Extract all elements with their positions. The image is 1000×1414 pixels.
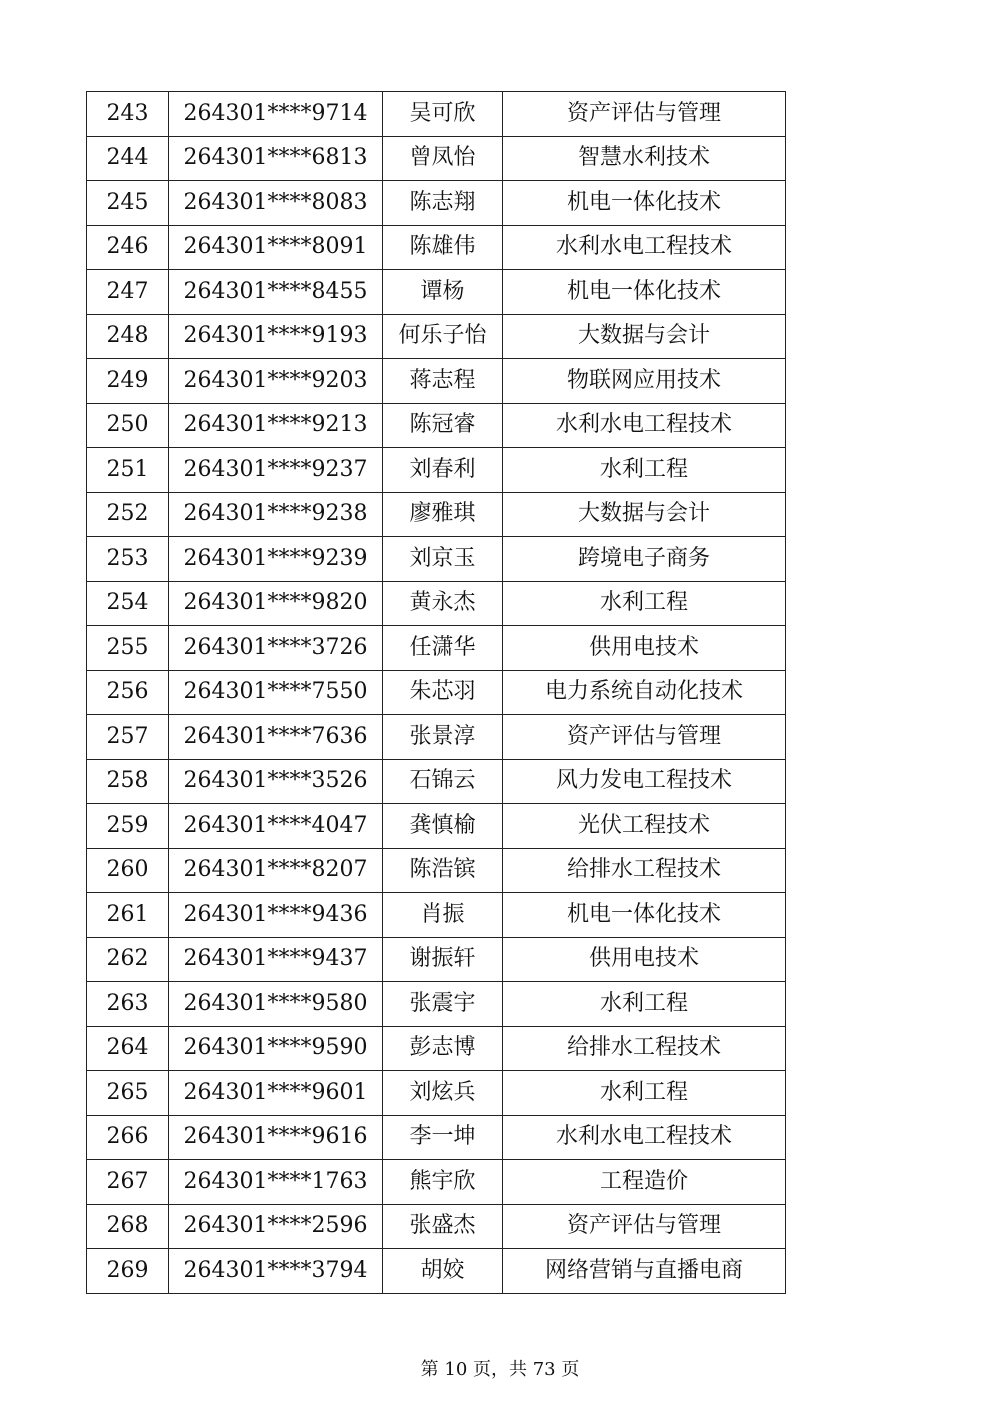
row-number: 260 — [87, 848, 169, 893]
row-number: 269 — [87, 1249, 169, 1294]
major: 水利工程 — [503, 581, 786, 626]
id-number: 264301****9203 — [169, 359, 383, 404]
table-row — [87, 1071, 786, 1116]
row-number: 265 — [87, 1071, 169, 1116]
row-number: 247 — [87, 270, 169, 315]
table-row — [87, 759, 786, 804]
student-table — [86, 91, 786, 1294]
student-name: 张震宇 — [383, 982, 503, 1027]
student-name: 陈雄伟 — [383, 225, 503, 270]
id-number: 264301****9239 — [169, 537, 383, 582]
row-number: 264 — [87, 1026, 169, 1071]
id-number: 264301****3794 — [169, 1249, 383, 1294]
row-number: 244 — [87, 136, 169, 181]
table-row — [87, 537, 786, 582]
id-number: 264301****3526 — [169, 759, 383, 804]
id-number: 264301****7550 — [169, 670, 383, 715]
table-row — [87, 181, 786, 226]
table-row — [87, 670, 786, 715]
row-number: 245 — [87, 181, 169, 226]
major: 资产评估与管理 — [503, 715, 786, 760]
student-name: 曾凤怡 — [383, 136, 503, 181]
table-row — [87, 492, 786, 537]
table-row — [87, 893, 786, 938]
major: 大数据与会计 — [503, 492, 786, 537]
student-name: 蒋志程 — [383, 359, 503, 404]
major: 水利水电工程技术 — [503, 225, 786, 270]
major: 供用电技术 — [503, 626, 786, 671]
major: 水利工程 — [503, 982, 786, 1027]
row-number: 253 — [87, 537, 169, 582]
table-row — [87, 937, 786, 982]
id-number: 264301****6813 — [169, 136, 383, 181]
row-number: 263 — [87, 982, 169, 1027]
id-number: 264301****9437 — [169, 937, 383, 982]
row-number: 261 — [87, 893, 169, 938]
id-number: 264301****8091 — [169, 225, 383, 270]
row-number: 259 — [87, 804, 169, 849]
id-number: 264301****7636 — [169, 715, 383, 760]
row-number: 243 — [87, 92, 169, 137]
row-number: 256 — [87, 670, 169, 715]
student-name: 黄永杰 — [383, 581, 503, 626]
table-row — [87, 1204, 786, 1249]
student-name: 陈冠睿 — [383, 403, 503, 448]
major: 网络营销与直播电商 — [503, 1249, 786, 1294]
major: 跨境电子商务 — [503, 537, 786, 582]
major: 物联网应用技术 — [503, 359, 786, 404]
major: 供用电技术 — [503, 937, 786, 982]
major: 水利水电工程技术 — [503, 1115, 786, 1160]
major: 机电一体化技术 — [503, 893, 786, 938]
table-row — [87, 359, 786, 404]
major: 水利水电工程技术 — [503, 403, 786, 448]
student-name: 谢振轩 — [383, 937, 503, 982]
major: 光伏工程技术 — [503, 804, 786, 849]
id-number: 264301****9193 — [169, 314, 383, 359]
row-number: 251 — [87, 448, 169, 493]
table-row — [87, 92, 786, 137]
student-name: 张盛杰 — [383, 1204, 503, 1249]
table-row — [87, 1026, 786, 1071]
table-row — [87, 626, 786, 671]
major: 工程造价 — [503, 1160, 786, 1205]
row-number: 255 — [87, 626, 169, 671]
major: 资产评估与管理 — [503, 1204, 786, 1249]
row-number: 249 — [87, 359, 169, 404]
row-number: 268 — [87, 1204, 169, 1249]
id-number: 264301****9436 — [169, 893, 383, 938]
row-number: 252 — [87, 492, 169, 537]
student-name: 刘炫兵 — [383, 1071, 503, 1116]
student-name: 龚慎榆 — [383, 804, 503, 849]
student-name: 胡姣 — [383, 1249, 503, 1294]
id-number: 264301****9616 — [169, 1115, 383, 1160]
id-number: 264301****9601 — [169, 1071, 383, 1116]
id-number: 264301****8455 — [169, 270, 383, 315]
major: 电力系统自动化技术 — [503, 670, 786, 715]
student-name: 彭志博 — [383, 1026, 503, 1071]
student-name: 肖振 — [383, 893, 503, 938]
page-number-footer: 第 10 页，共 73 页 — [420, 1359, 580, 1380]
table-row — [87, 581, 786, 626]
table-row — [87, 982, 786, 1027]
id-number: 264301****9714 — [169, 92, 383, 137]
row-number: 266 — [87, 1115, 169, 1160]
student-name: 何乐子怡 — [383, 314, 503, 359]
row-number: 267 — [87, 1160, 169, 1205]
id-number: 264301****9820 — [169, 581, 383, 626]
student-name: 熊宇欣 — [383, 1160, 503, 1205]
student-name: 陈浩镔 — [383, 848, 503, 893]
major: 水利工程 — [503, 1071, 786, 1116]
major: 机电一体化技术 — [503, 270, 786, 315]
table-row — [87, 270, 786, 315]
student-name: 陈志翔 — [383, 181, 503, 226]
id-number: 264301****1763 — [169, 1160, 383, 1205]
major: 智慧水利技术 — [503, 136, 786, 181]
id-number: 264301****4047 — [169, 804, 383, 849]
table-row — [87, 403, 786, 448]
table-row — [87, 1160, 786, 1205]
table-row — [87, 715, 786, 760]
id-number: 264301****8207 — [169, 848, 383, 893]
student-name: 张景淳 — [383, 715, 503, 760]
id-number: 264301****9238 — [169, 492, 383, 537]
table-row — [87, 804, 786, 849]
id-number: 264301****9590 — [169, 1026, 383, 1071]
row-number: 246 — [87, 225, 169, 270]
id-number: 264301****3726 — [169, 626, 383, 671]
id-number: 264301****2596 — [169, 1204, 383, 1249]
id-number: 264301****9580 — [169, 982, 383, 1027]
table-row — [87, 448, 786, 493]
table-row — [87, 1115, 786, 1160]
student-name: 谭杨 — [383, 270, 503, 315]
major: 机电一体化技术 — [503, 181, 786, 226]
student-name: 刘春利 — [383, 448, 503, 493]
major: 大数据与会计 — [503, 314, 786, 359]
major: 水利工程 — [503, 448, 786, 493]
student-name: 廖雅琪 — [383, 492, 503, 537]
student-name: 刘京玉 — [383, 537, 503, 582]
row-number: 258 — [87, 759, 169, 804]
major: 给排水工程技术 — [503, 848, 786, 893]
student-name: 吴可欣 — [383, 92, 503, 137]
table-row — [87, 848, 786, 893]
table-row — [87, 314, 786, 359]
table-row — [87, 225, 786, 270]
student-name: 朱芯羽 — [383, 670, 503, 715]
major: 给排水工程技术 — [503, 1026, 786, 1071]
id-number: 264301****8083 — [169, 181, 383, 226]
row-number: 257 — [87, 715, 169, 760]
student-name: 李一坤 — [383, 1115, 503, 1160]
row-number: 248 — [87, 314, 169, 359]
table-row — [87, 136, 786, 181]
row-number: 250 — [87, 403, 169, 448]
major: 风力发电工程技术 — [503, 759, 786, 804]
id-number: 264301****9213 — [169, 403, 383, 448]
row-number: 254 — [87, 581, 169, 626]
student-name: 石锦云 — [383, 759, 503, 804]
major: 资产评估与管理 — [503, 92, 786, 137]
row-number: 262 — [87, 937, 169, 982]
student-name: 任潇华 — [383, 626, 503, 671]
table-row — [87, 1249, 786, 1294]
id-number: 264301****9237 — [169, 448, 383, 493]
table-body — [87, 92, 786, 1294]
